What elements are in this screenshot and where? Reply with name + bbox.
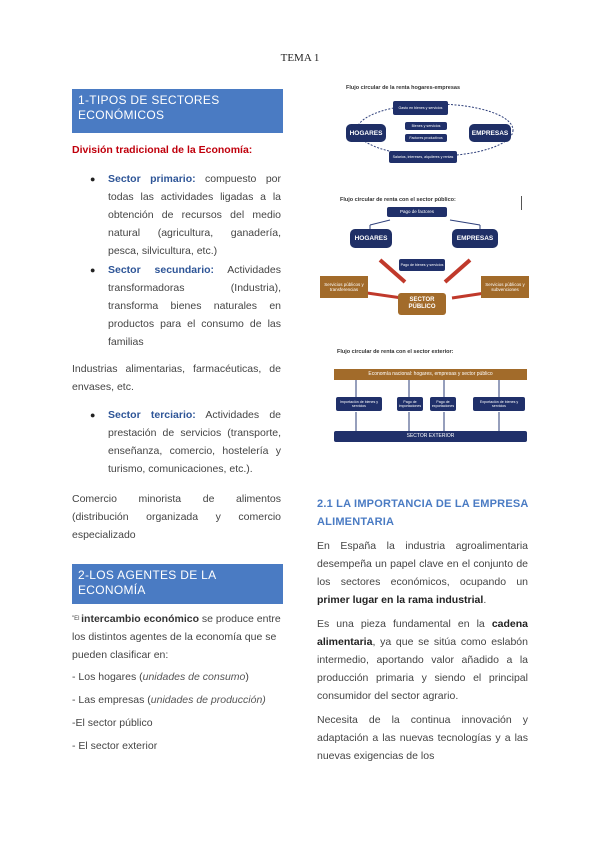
comercio-text: Comercio minorista de alimentos (distribución organizada y comercio especializado [72,493,281,541]
secundario-label: Sector secundario: [108,264,215,276]
d2-top-box: Pago de factores [387,207,447,217]
diagram-1-caption: Flujo circular de la renta hogares-empresas [346,85,461,91]
list-italic: unidades de producción) [150,694,266,706]
d2-mid-box: Pago de bienes y servicios [399,259,445,271]
p1-bold: primer lugar en la rama industrial [317,594,484,606]
p1-text: En España la industria agroalimentaria desempeña un papel clave en el conjunto de los sectores económicos, ocupando un [317,540,528,588]
d2-right-box: Servicios públicos y subvenciones [481,276,529,298]
bullet-dot-icon: ● [90,174,96,184]
list-text: ) [245,671,249,683]
page-title: TEMA 1 [280,52,320,64]
list-text: - Las empresas ( [72,694,151,706]
list-item-sector-publico: -El sector público [72,717,153,729]
secundario-text: Actividades transformadoras (Industria), transforma bienes naturales en productos para el consumo de las familias [108,264,281,348]
terciario-label: Sector terciario: [108,409,196,421]
d2-empresas-node: EMPRESAS [452,229,498,248]
d1-hogares-node: HOGARES [346,124,386,142]
division-title: División tradicional de la Economía: [72,144,253,156]
d2-hogares-node: HOGARES [350,229,392,248]
paragraph-1 [317,537,528,609]
d1-mid-box-1: Bienes y servicios [405,122,447,130]
d3-box-4: Exportación de bienes y servicios [473,397,525,411]
p2-end: , ya que se sitúa como eslabón intermedio, aportando valor añadido a la producción primaria y siendo el principal consumidor del sector agrario. [317,636,528,702]
agentes-pre: "El [72,616,82,622]
bullet-dot-icon: ● [90,265,96,275]
d3-bottom-box: SECTOR EXTERIOR [334,431,527,442]
bullet-primario [90,170,281,260]
d1-bottom-box: Salarios, intereses, alquileres y rentas [389,151,457,163]
bullet-terciario [90,406,281,478]
p2-text: Es una pieza fundamental en la [317,618,492,630]
d1-top-box: Gasto en bienes y servicios [393,101,448,115]
agentes-bold: intercambio económico [81,613,199,625]
section-1-title: 1-TIPOS DE SECTORES ECONÓMICOS [78,93,220,122]
agentes-paragraph [72,610,283,664]
primario-label: Sector primario: [108,173,196,185]
paragraph-3: Necesita de la continua innovación y adaptación a las nuevas tecnologías y a las nuevas exigencias de los [317,714,528,762]
d1-mid-box-2: Factores productivos [405,134,447,142]
d3-box-2: Pago de importaciones [397,397,423,411]
agentes-post: se produce entre los distintos agentes de la economía que se pueden clasificar en: [72,613,281,661]
section-2-1-title: 2.1 LA IMPORTANCIA DE LA EMPRESA ALIMENTARIA [317,498,529,528]
terciario-text: Actividades de prestación de servicios (transporte, enseñanza, comercio, hostelería y turismo, comunicaciones, etc.). [108,409,281,475]
list-italic: unidades de consumo [142,671,246,683]
bullet-secundario [90,261,281,351]
list-item-empresas [72,691,266,709]
paragraph-2 [317,615,528,705]
list-item-sector-exterior: - El sector exterior [72,740,158,752]
diagram-2-caption: Flujo circular de renta con el sector público: [340,197,456,203]
list-item-hogares [72,668,249,686]
p2-bold: cadena alimentaria [317,618,528,648]
section-1-heading [72,89,283,133]
diagram-3-caption: Flujo circular de renta con el sector exterior: [337,349,454,355]
d2-marker [521,196,522,210]
p1-end: . [483,594,487,606]
d3-box-3: Pago de exportaciones [430,397,456,411]
section-2-heading [72,564,283,604]
d1-empresas-node: EMPRESAS [469,124,511,142]
list-text: - Los hogares ( [72,671,143,683]
section-2-title: 2-LOS AGENTES DE LA ECONOMÍA [78,568,216,597]
primario-text: compuesto por todas las actividades ligadas a la obtención de recursos del medio natural (agricultura, ganadería, pesca, silvicultura, etc.) [108,173,281,257]
d2-sector-publico-node: SECTOR PÚBLICO [398,293,446,315]
d3-box-1: Importación de bienes y servicios [336,397,382,411]
industrias-text: Industrias alimentarias, farmacéuticas, de envases, etc. [72,363,281,393]
d3-top-box: Economía nacional: hogares, empresas y sector público [334,369,527,380]
d2-left-box: Servicios públicos y transferencias [320,276,368,298]
bullet-dot-icon: ● [90,410,96,420]
